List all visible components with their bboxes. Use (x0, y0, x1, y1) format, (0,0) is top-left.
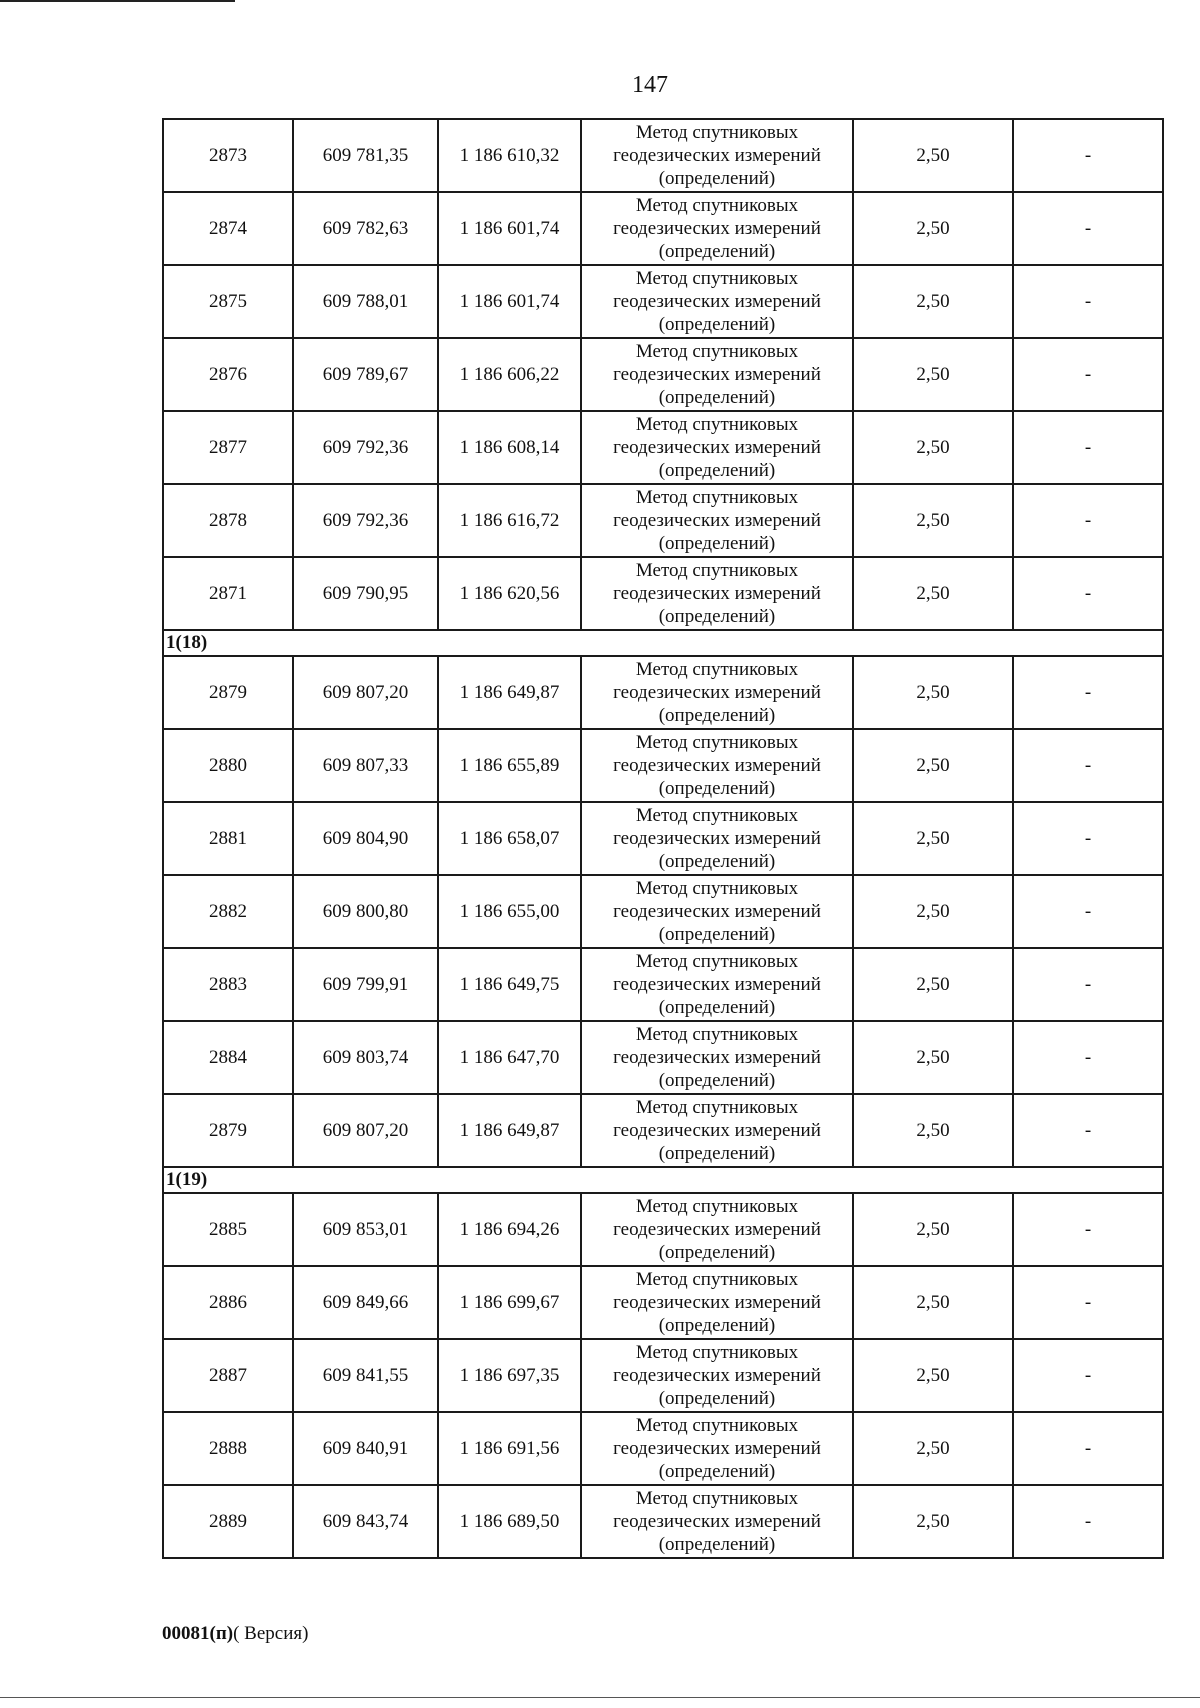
method-text-line: геодезических измерений (613, 583, 821, 604)
accuracy-cell: 2,50 (853, 265, 1013, 338)
method-text-line: Метод спутниковых (635, 560, 799, 581)
x-coordinate-cell: 609 807,33 (293, 729, 438, 802)
coordinates-table (162, 118, 1164, 1559)
scan-bottom-line (0, 1697, 1200, 1698)
method-cell (581, 265, 853, 338)
x-coordinate-cell: 609 790,95 (293, 557, 438, 630)
method-text-line: геодезических измерений (613, 437, 821, 458)
method-text-line: Метод спутниковых (635, 1415, 799, 1436)
coordinates-table-body (163, 119, 1163, 1558)
table-row (163, 557, 1163, 630)
method-text-line: геодезических измерений (613, 755, 821, 776)
method-cell (581, 875, 853, 948)
accuracy-cell: 2,50 (853, 875, 1013, 948)
note-cell: - (1013, 1094, 1163, 1167)
table-row (163, 192, 1163, 265)
method-text-line: Метод спутниковых (635, 1342, 799, 1363)
accuracy-cell: 2,50 (853, 1266, 1013, 1339)
method-text-line: Метод спутниковых (635, 1488, 799, 1509)
method-text-line: геодезических измерений (613, 510, 821, 531)
table-row (163, 411, 1163, 484)
point-id-cell: 2878 (163, 484, 293, 557)
table-row (163, 948, 1163, 1021)
method-text-line: геодезических измерений (613, 1365, 821, 1386)
method-text-line: (определений) (658, 387, 776, 408)
method-text-line: Метод спутниковых (635, 414, 799, 435)
method-cell (581, 1485, 853, 1558)
point-id-cell: 2873 (163, 119, 293, 192)
x-coordinate-cell: 609 843,74 (293, 1485, 438, 1558)
y-coordinate-cell: 1 186 608,14 (438, 411, 581, 484)
method-text-line: (определений) (658, 533, 776, 554)
accuracy-cell: 2,50 (853, 119, 1013, 192)
point-id-cell: 2879 (163, 1094, 293, 1167)
method-text-line: (определений) (658, 924, 776, 945)
accuracy-cell: 2,50 (853, 729, 1013, 802)
note-cell: - (1013, 1485, 1163, 1558)
method-text-line: геодезических измерений (613, 1219, 821, 1240)
x-coordinate-cell: 609 792,36 (293, 411, 438, 484)
note-cell: - (1013, 338, 1163, 411)
note-cell: - (1013, 1193, 1163, 1266)
note-cell: - (1013, 1339, 1163, 1412)
note-cell: - (1013, 265, 1163, 338)
point-id-cell: 2871 (163, 557, 293, 630)
method-text-line: геодезических измерений (613, 1292, 821, 1313)
y-coordinate-cell: 1 186 620,56 (438, 557, 581, 630)
method-cell (581, 1412, 853, 1485)
x-coordinate-cell: 609 840,91 (293, 1412, 438, 1485)
method-text-line: (определений) (658, 1534, 776, 1555)
method-text-line: Метод спутниковых (635, 487, 799, 508)
point-id-cell: 2886 (163, 1266, 293, 1339)
note-cell: - (1013, 802, 1163, 875)
table-row (163, 802, 1163, 875)
point-id-cell: 2875 (163, 265, 293, 338)
method-text-line: Метод спутниковых (635, 878, 799, 899)
method-text-line: Метод спутниковых (635, 268, 799, 289)
y-coordinate-cell: 1 186 610,32 (438, 119, 581, 192)
method-text-line: геодезических измерений (613, 901, 821, 922)
note-cell: - (1013, 1266, 1163, 1339)
method-text-line: (определений) (658, 705, 776, 726)
accuracy-cell: 2,50 (853, 1485, 1013, 1558)
method-text-line: геодезических измерений (613, 218, 821, 239)
method-text-line: (определений) (658, 314, 776, 335)
method-text-line: Метод спутниковых (635, 1269, 799, 1290)
method-cell (581, 1339, 853, 1412)
point-id-cell: 2887 (163, 1339, 293, 1412)
method-cell (581, 1193, 853, 1266)
method-text-line: Метод спутниковых (635, 1097, 799, 1118)
note-cell: - (1013, 119, 1163, 192)
accuracy-cell: 2,50 (853, 411, 1013, 484)
method-text-line: Метод спутниковых (635, 659, 799, 680)
method-text-line: геодезических измерений (613, 1120, 821, 1141)
table-row (163, 1021, 1163, 1094)
method-text-line: геодезических измерений (613, 1047, 821, 1068)
table-row (163, 338, 1163, 411)
note-cell: - (1013, 1412, 1163, 1485)
method-text-line: Метод спутниковых (635, 122, 799, 143)
accuracy-cell: 2,50 (853, 656, 1013, 729)
accuracy-cell: 2,50 (853, 557, 1013, 630)
method-cell (581, 802, 853, 875)
note-cell: - (1013, 1021, 1163, 1094)
x-coordinate-cell: 609 800,80 (293, 875, 438, 948)
x-coordinate-cell: 609 841,55 (293, 1339, 438, 1412)
method-cell (581, 1266, 853, 1339)
accuracy-cell: 2,50 (853, 948, 1013, 1021)
group-header-row (163, 1167, 1163, 1193)
method-text-line: (определений) (658, 851, 776, 872)
method-text-line: геодезических измерений (613, 291, 821, 312)
group-header-row (163, 630, 1163, 656)
x-coordinate-cell: 609 807,20 (293, 1094, 438, 1167)
note-cell: - (1013, 484, 1163, 557)
method-cell (581, 729, 853, 802)
method-cell (581, 411, 853, 484)
footer-code: 00081(п) (162, 1623, 234, 1644)
footer-version: ( Версия) (233, 1623, 309, 1644)
accuracy-cell: 2,50 (853, 484, 1013, 557)
method-cell (581, 656, 853, 729)
point-id-cell: 2876 (163, 338, 293, 411)
method-text-line: геодезических измерений (613, 682, 821, 703)
y-coordinate-cell: 1 186 691,56 (438, 1412, 581, 1485)
y-coordinate-cell: 1 186 616,72 (438, 484, 581, 557)
point-id-cell: 2874 (163, 192, 293, 265)
accuracy-cell: 2,50 (853, 1412, 1013, 1485)
method-text-line: (определений) (658, 1143, 776, 1164)
method-cell (581, 192, 853, 265)
method-text-line: (определений) (658, 168, 776, 189)
method-text-line: (определений) (658, 606, 776, 627)
x-coordinate-cell: 609 807,20 (293, 656, 438, 729)
note-cell: - (1013, 948, 1163, 1021)
y-coordinate-cell: 1 186 699,67 (438, 1266, 581, 1339)
x-coordinate-cell: 609 853,01 (293, 1193, 438, 1266)
x-coordinate-cell: 609 804,90 (293, 802, 438, 875)
method-text-line: геодезических измерений (613, 145, 821, 166)
method-text-line: геодезических измерений (613, 974, 821, 995)
table-row (163, 1094, 1163, 1167)
y-coordinate-cell: 1 186 601,74 (438, 192, 581, 265)
method-cell (581, 1094, 853, 1167)
method-text-line: геодезических измерений (613, 828, 821, 849)
table-row (163, 1193, 1163, 1266)
accuracy-cell: 2,50 (853, 1193, 1013, 1266)
y-coordinate-cell: 1 186 601,74 (438, 265, 581, 338)
x-coordinate-cell: 609 788,01 (293, 265, 438, 338)
table-row (163, 1412, 1163, 1485)
note-cell: - (1013, 656, 1163, 729)
y-coordinate-cell: 1 186 649,87 (438, 656, 581, 729)
note-cell: - (1013, 729, 1163, 802)
point-id-cell: 2880 (163, 729, 293, 802)
document-footer (162, 1623, 308, 1645)
point-id-cell: 2877 (163, 411, 293, 484)
method-cell (581, 338, 853, 411)
method-text-line: (определений) (658, 460, 776, 481)
method-text-line: Метод спутниковых (635, 341, 799, 362)
note-cell: - (1013, 875, 1163, 948)
method-text-line: (определений) (658, 1315, 776, 1336)
x-coordinate-cell: 609 792,36 (293, 484, 438, 557)
method-text-line: (определений) (658, 778, 776, 799)
method-text-line: (определений) (658, 1388, 776, 1409)
table-row (163, 265, 1163, 338)
x-coordinate-cell: 609 849,66 (293, 1266, 438, 1339)
note-cell: - (1013, 192, 1163, 265)
point-id-cell: 2888 (163, 1412, 293, 1485)
x-coordinate-cell: 609 803,74 (293, 1021, 438, 1094)
y-coordinate-cell: 1 186 647,70 (438, 1021, 581, 1094)
point-id-cell: 2884 (163, 1021, 293, 1094)
method-cell (581, 557, 853, 630)
method-cell (581, 1021, 853, 1094)
table-row (163, 119, 1163, 192)
note-cell: - (1013, 411, 1163, 484)
method-text-line: Метод спутниковых (635, 732, 799, 753)
y-coordinate-cell: 1 186 694,26 (438, 1193, 581, 1266)
accuracy-cell: 2,50 (853, 192, 1013, 265)
accuracy-cell: 2,50 (853, 1339, 1013, 1412)
table-row (163, 1485, 1163, 1558)
note-cell: - (1013, 557, 1163, 630)
y-coordinate-cell: 1 186 655,00 (438, 875, 581, 948)
y-coordinate-cell: 1 186 697,35 (438, 1339, 581, 1412)
table-row (163, 875, 1163, 948)
method-cell (581, 119, 853, 192)
method-text-line: Метод спутниковых (635, 1196, 799, 1217)
point-id-cell: 2883 (163, 948, 293, 1021)
scan-edge-line (0, 0, 235, 2)
method-text-line: Метод спутниковых (635, 805, 799, 826)
y-coordinate-cell: 1 186 655,89 (438, 729, 581, 802)
method-text-line: (определений) (658, 1461, 776, 1482)
x-coordinate-cell: 609 782,63 (293, 192, 438, 265)
method-text-line: геодезических измерений (613, 1438, 821, 1459)
table-row (163, 1266, 1163, 1339)
group-label: 1(18) (163, 630, 1163, 656)
group-label: 1(19) (163, 1167, 1163, 1193)
accuracy-cell: 2,50 (853, 1094, 1013, 1167)
table-row (163, 484, 1163, 557)
x-coordinate-cell: 609 799,91 (293, 948, 438, 1021)
point-id-cell: 2885 (163, 1193, 293, 1266)
method-text-line: Метод спутниковых (635, 195, 799, 216)
method-text-line: Метод спутниковых (635, 951, 799, 972)
x-coordinate-cell: 609 789,67 (293, 338, 438, 411)
method-text-line: (определений) (658, 997, 776, 1018)
page-number: 147 (632, 72, 668, 98)
accuracy-cell: 2,50 (853, 802, 1013, 875)
method-cell (581, 484, 853, 557)
point-id-cell: 2889 (163, 1485, 293, 1558)
point-id-cell: 2879 (163, 656, 293, 729)
y-coordinate-cell: 1 186 689,50 (438, 1485, 581, 1558)
y-coordinate-cell: 1 186 606,22 (438, 338, 581, 411)
point-id-cell: 2882 (163, 875, 293, 948)
table-row (163, 1339, 1163, 1412)
method-text-line: Метод спутниковых (635, 1024, 799, 1045)
method-cell (581, 948, 853, 1021)
table-row (163, 729, 1163, 802)
point-id-cell: 2881 (163, 802, 293, 875)
y-coordinate-cell: 1 186 658,07 (438, 802, 581, 875)
y-coordinate-cell: 1 186 649,87 (438, 1094, 581, 1167)
method-text-line: геодезических измерений (613, 1511, 821, 1532)
method-text-line: (определений) (658, 1242, 776, 1263)
method-text-line: (определений) (658, 1070, 776, 1091)
table-row (163, 656, 1163, 729)
accuracy-cell: 2,50 (853, 338, 1013, 411)
method-text-line: геодезических измерений (613, 364, 821, 385)
method-text-line: (определений) (658, 241, 776, 262)
y-coordinate-cell: 1 186 649,75 (438, 948, 581, 1021)
accuracy-cell: 2,50 (853, 1021, 1013, 1094)
x-coordinate-cell: 609 781,35 (293, 119, 438, 192)
